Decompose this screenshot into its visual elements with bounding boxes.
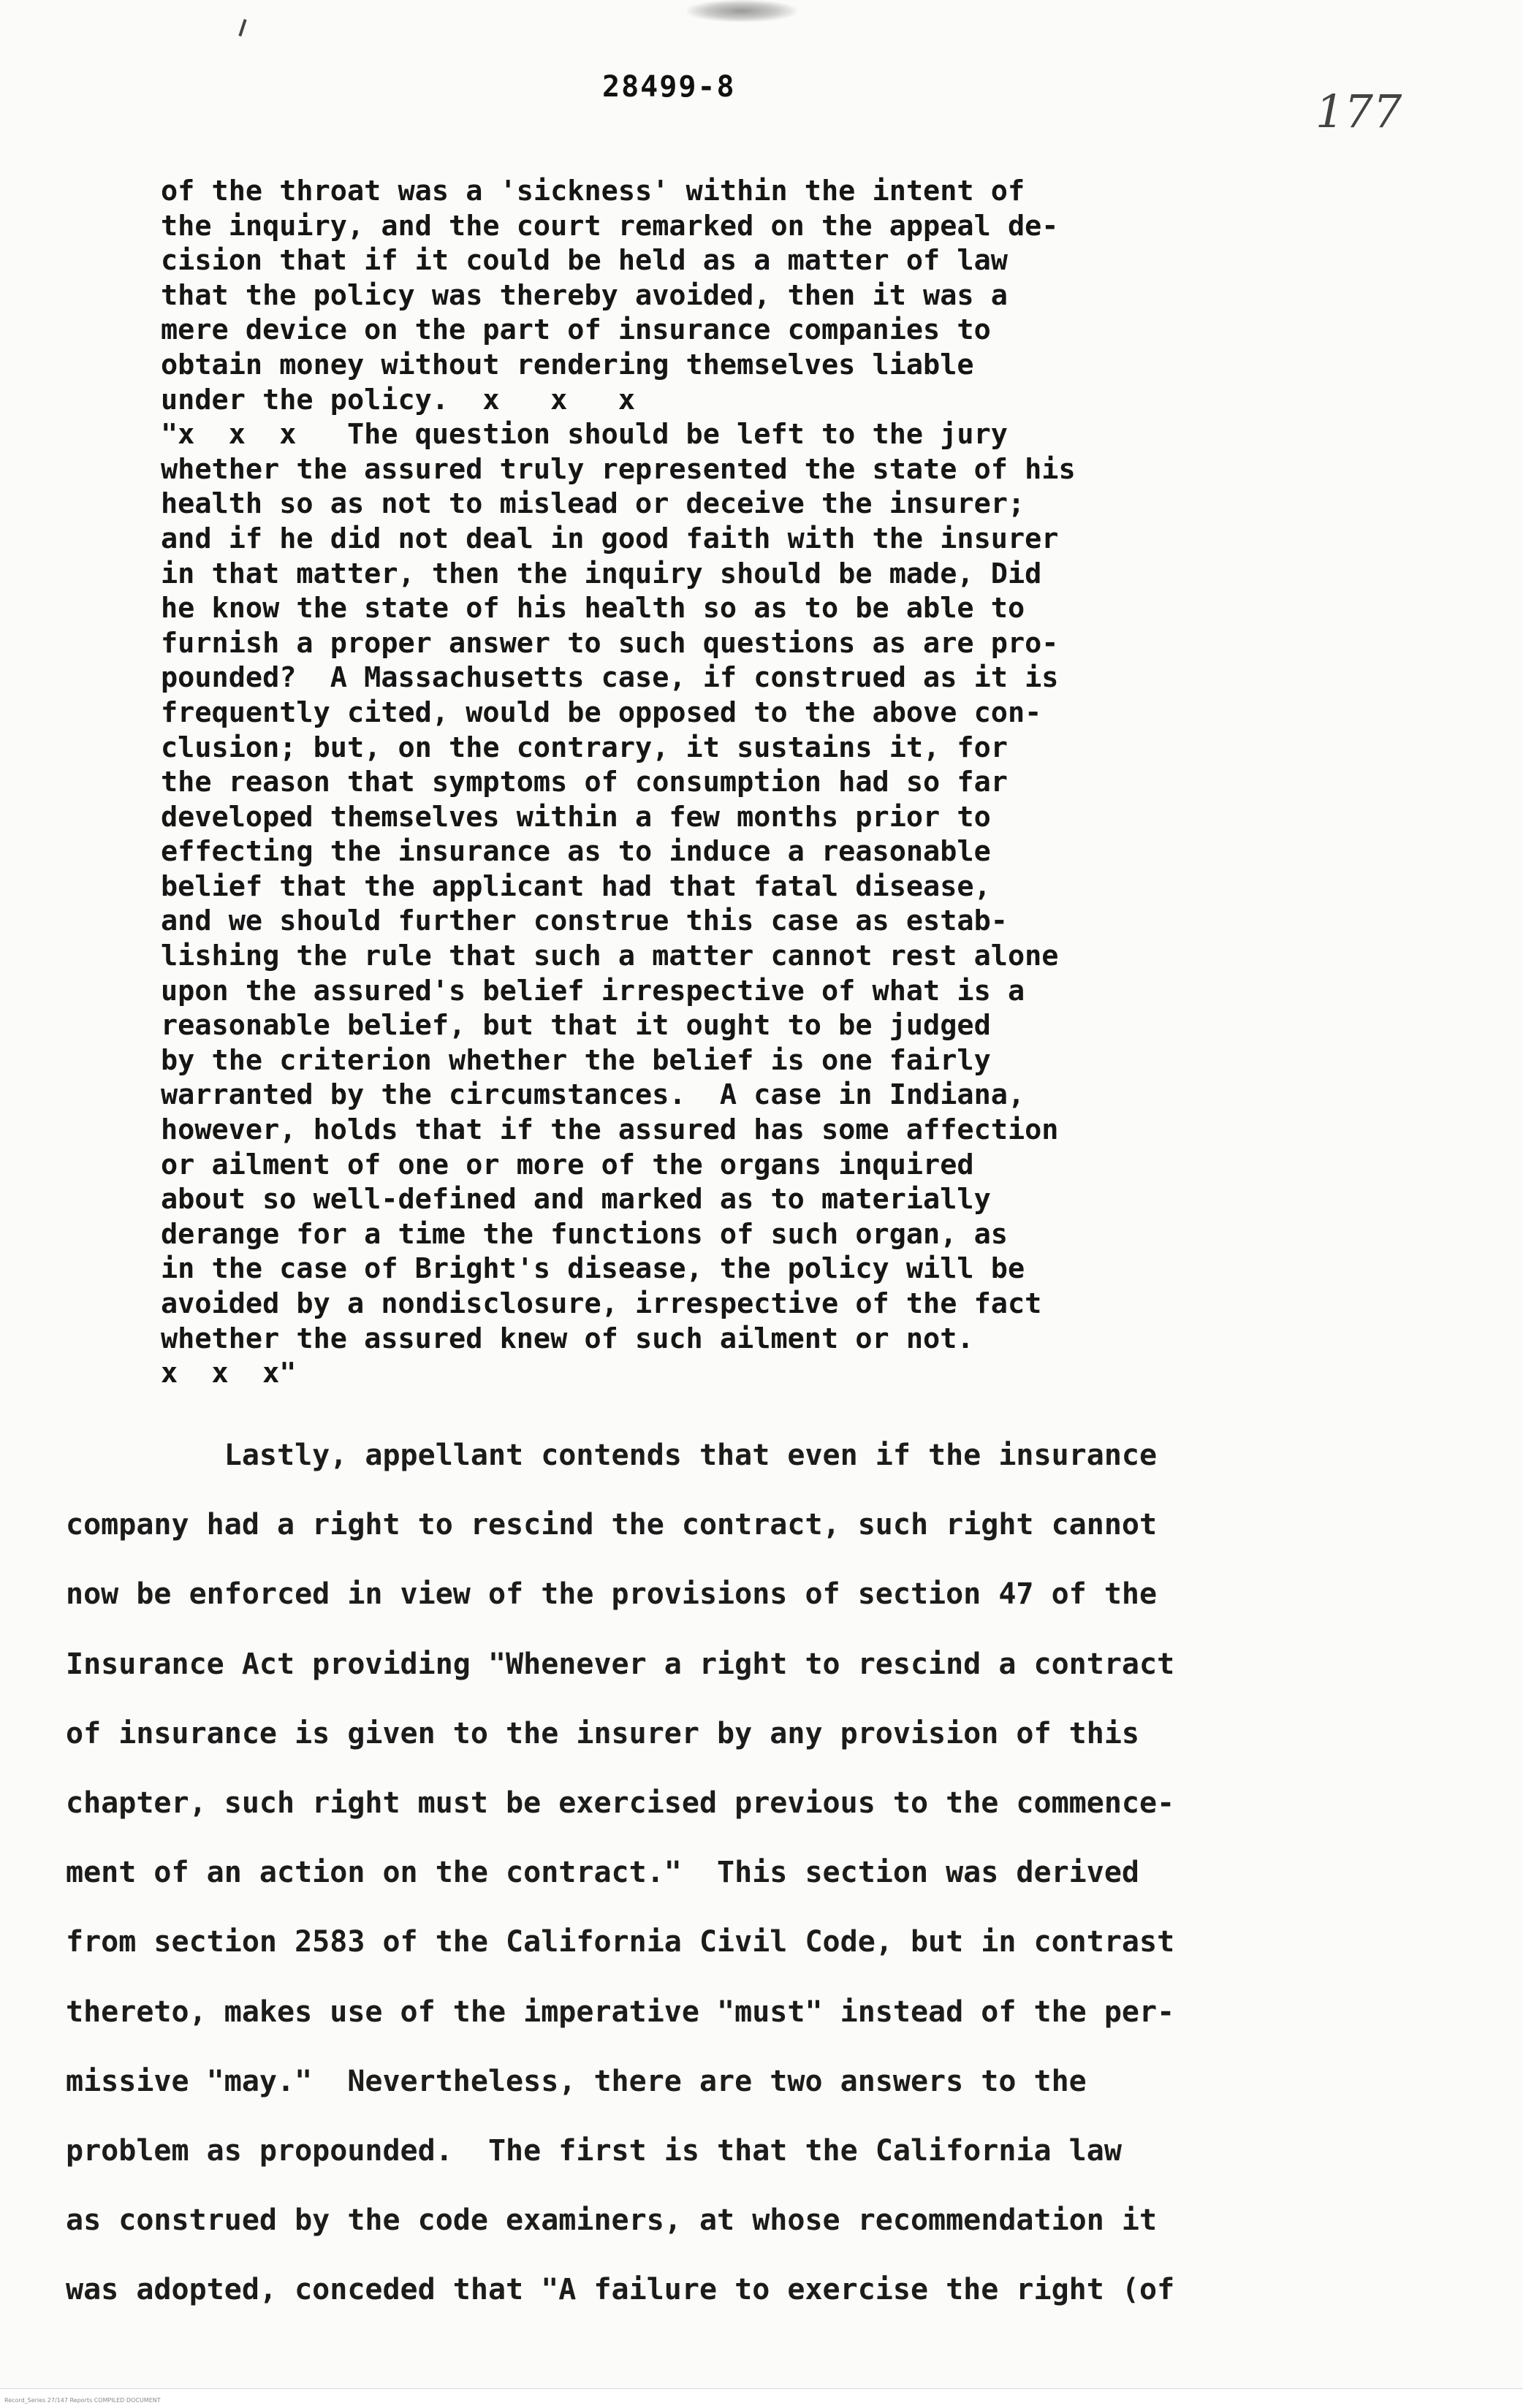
body-line: Lastly, appellant contends that even if the insurance bbox=[66, 1439, 1158, 1472]
quote-line: about so well-defined and marked as to materially bbox=[161, 1183, 991, 1216]
quote-line: obtain money without rendering themselves liable bbox=[161, 348, 974, 381]
body-line: problem as propounded. The first is that the California law bbox=[66, 2133, 1122, 2168]
quote-line: he know the state of his health so as to be able to bbox=[161, 592, 1025, 625]
quote-line: the reason that symptoms of consumption had so far bbox=[161, 766, 1008, 799]
quote-line: health so as not to mislead or deceive the insurer; bbox=[161, 487, 1025, 521]
body-line: from section 2583 of the California Civil Code, but in contrast bbox=[66, 1925, 1175, 1959]
footer-text: Record_Series 27/147 Reports COMPILED DOCUMENT bbox=[4, 2397, 161, 2404]
quoted-passage bbox=[161, 174, 1301, 1391]
body-line: company had a right to rescind the contract, such right cannot bbox=[66, 1508, 1158, 1542]
quote-line: frequently cited, would be opposed to the above con- bbox=[161, 696, 1042, 729]
quote-line: avoided by a nondisclosure, irrespective of the fact bbox=[161, 1287, 1042, 1320]
quote-line: clusion; but, on the contrary, it sustains it, for bbox=[161, 731, 1008, 764]
body-line: thereto, makes use of the imperative "must" instead of the per- bbox=[66, 1994, 1175, 2029]
page-number: 177 bbox=[1315, 85, 1402, 138]
quote-line: by the criterion whether the belief is one fairly bbox=[161, 1043, 991, 1077]
quote-line: pounded? A Massachusetts case, if construed as it is bbox=[161, 661, 1059, 695]
pen-mark bbox=[238, 19, 246, 37]
quote-line: reasonable belief, but that it ought to be judged bbox=[161, 1009, 991, 1043]
quote-line: or ailment of one or more of the organs inquired bbox=[161, 1148, 974, 1181]
body-line: ment of an action on the contract." This section was derived bbox=[66, 1856, 1140, 1890]
quote-line: furnish a proper answer to such questions as are pro- bbox=[161, 626, 1059, 660]
quote-line: the inquiry, and the court remarked on the appeal de- bbox=[161, 209, 1059, 243]
quote-line: however, holds that if the assured has some affection bbox=[161, 1113, 1059, 1147]
quote-line: and we should further construe this case as estab- bbox=[161, 904, 1008, 938]
quote-line: of the throat was a 'sickness' within the intent of bbox=[161, 175, 1025, 207]
body-line: of insurance is given to the insurer by any provision of this bbox=[66, 1716, 1140, 1750]
body-line: as construed by the code examiners, at whose recommendation it bbox=[66, 2203, 1158, 2238]
quote-line: x x x" bbox=[161, 1357, 297, 1390]
quote-line: belief that the applicant had that fatal disease, bbox=[161, 869, 991, 903]
page-reference: 28499-8 bbox=[602, 70, 736, 104]
quote-line: mere device on the part of insurance companies to bbox=[161, 313, 991, 347]
quote-line: whether the assured knew of such ailment or not. bbox=[161, 1322, 974, 1355]
body-paragraph bbox=[66, 1421, 1440, 2325]
quote-line: in the case of Bright's disease, the policy will be bbox=[161, 1252, 1025, 1286]
quote-line: cision that if it could be held as a matter of law bbox=[161, 244, 1008, 278]
quote-line: "x x x The question should be left to the jury bbox=[161, 418, 1008, 452]
quote-line: lishing the rule that such a matter cannot rest alone bbox=[161, 940, 1059, 973]
quote-line: and if he did not deal in good faith with the insurer bbox=[161, 522, 1059, 555]
body-line: missive "may." Nevertheless, there are two answers to the bbox=[66, 2064, 1087, 2098]
body-line: was adopted, conceded that "A failure to exercise the right (of bbox=[66, 2273, 1175, 2307]
quote-line: under the policy. x x x bbox=[161, 383, 636, 416]
quote-line: derange for a time the functions of such organ, as bbox=[161, 1217, 1008, 1251]
quote-line: warranted by the circumstances. A case in Indiana, bbox=[161, 1078, 1025, 1112]
body-line: now be enforced in view of the provisions of section 47 of the bbox=[66, 1577, 1158, 1612]
body-line: chapter, such right must be exercised previous to the commence- bbox=[66, 1786, 1175, 1820]
scan-footer bbox=[0, 2388, 1523, 2408]
quote-line: developed themselves within a few months prior to bbox=[161, 800, 991, 834]
quote-line: upon the assured's belief irrespective of what is a bbox=[161, 974, 1025, 1007]
quote-line: effecting the insurance as to induce a reasonable bbox=[161, 835, 991, 869]
quote-line: whether the assured truly represented the state of his bbox=[161, 452, 1076, 486]
scan-smudge bbox=[687, 0, 797, 22]
quote-line: that the policy was thereby avoided, then it was a bbox=[161, 278, 1008, 312]
quote-line: in that matter, then the inquiry should be made, Did bbox=[161, 557, 1042, 590]
body-line: Insurance Act providing "Whenever a right to rescind a contract bbox=[66, 1647, 1175, 1681]
